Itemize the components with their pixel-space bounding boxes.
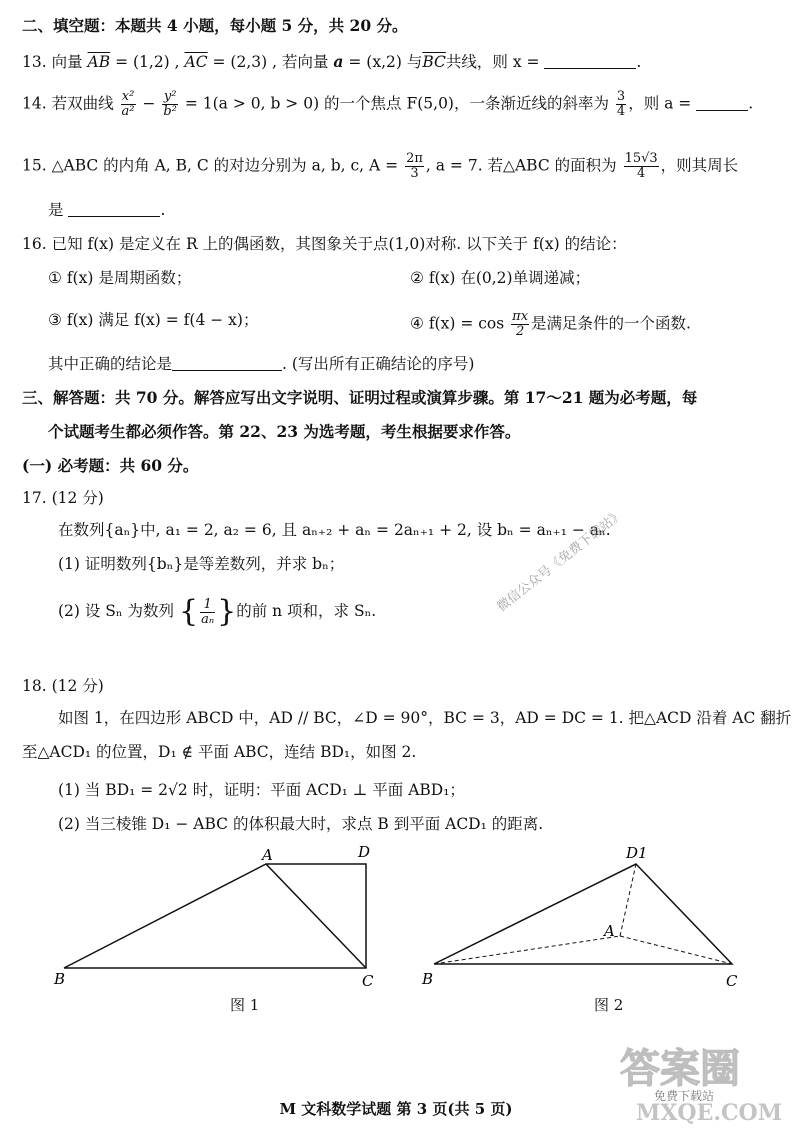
q17-right-brace: }	[217, 594, 237, 629]
q14-text-b: = 1(a > 0, b > 0) 的一个焦点 F(5,0)，一条渐近线的斜率为	[179, 94, 609, 113]
figure-2-pyramid	[414, 840, 754, 1000]
q16-option-1: ① f(x) 是周期函数；	[48, 269, 192, 287]
q13-number: 13.	[22, 53, 47, 71]
q13-answer-blank[interactable]	[544, 54, 636, 69]
q18-line-4: (2) 当三棱锥 D₁ − ABC 的体积最大时，求点 B 到平面 ACD₁ 的距离.	[58, 815, 544, 833]
q18-line-3: (1) 当 BD₁ = 2√2 时，证明：平面 ACD₁ ⊥ 平面 ABD₁；	[58, 781, 465, 799]
q17-line-2: (1) 证明数列{bₙ}是等差数列，并求 bₙ；	[58, 555, 345, 573]
q15-number: 15.	[22, 156, 47, 175]
q17-line-3-b: 的前 n 项和，求 Sₙ.	[236, 602, 377, 620]
q17-heading: 17. (12 分)	[22, 489, 104, 507]
q16-answer-blank[interactable]	[172, 356, 282, 371]
q18-line-1: 如图 1，在四边形 ABCD 中，AD // BC，∠D = 90°，BC = 3，AD = DC = 1. 把△ACD 沿着 AC 翻折	[58, 709, 792, 727]
q14-slope-fraction: $\frac{3}{4}$	[616, 89, 626, 119]
fig2-solid-edges	[434, 864, 732, 964]
q16-text: 已知 f(x) 是定义在 R 上的偶函数，其图象关于点(1,0)对称. 以下关于 f(x) 的结论：	[51, 235, 627, 253]
fig2-edge-ac	[620, 936, 732, 964]
fig1-diagonal-ac	[266, 864, 366, 968]
fig1-outline	[64, 864, 366, 968]
page-footer: M 文科数学试题 第 3 页(共 5 页)	[279, 1100, 513, 1118]
watermark-text: 微信公众号《免费下载站》	[494, 507, 627, 615]
fig1-label-b: B	[54, 970, 66, 988]
q14-text-a: 若双曲线	[51, 94, 114, 113]
q15-angle-fraction: $\frac{2\pi}{3}$	[406, 151, 423, 181]
question-13: 13. 向量 $\overline{AB} = (1,2)$ , $\overline{AC} = (2,3)$ , 若向量 a = (x,2) 与$\overline{BC}$共线，则 x = .	[22, 52, 642, 71]
q17-fraction: $\frac{1}{\text{aₙ}}$	[201, 596, 215, 627]
q13-vector-ac: $\overline{AC}$	[184, 53, 208, 71]
q13-text-e: 共线，则 x =	[445, 53, 540, 71]
logo-text-top: 答案圈	[620, 1045, 740, 1092]
q15-text-c: ，则其周长	[660, 156, 739, 175]
q16-answer-note: . (写出所有正确结论的序号)	[282, 355, 475, 373]
q17-line-3-a: (2) 设 Sₙ 为数列	[58, 602, 175, 620]
q14-answer-blank[interactable]	[696, 96, 748, 111]
solve-section-title: 三、解答题：共 70 分。解答应写出文字说明、证明过程或演算步骤。第 17～21 题为必考题，每	[22, 388, 698, 407]
q16-number: 16.	[22, 235, 47, 253]
q16-option-4-fraction: $\frac{\pi x}{2}$	[512, 309, 529, 339]
q13-vector-a: a	[333, 52, 344, 71]
fig2-label-a: A	[604, 922, 615, 940]
q14-fraction-y: $\frac{\text{y²}}{\text{b²}}$	[163, 89, 177, 119]
required-section-title: (一) 必考题：共 60 分。	[22, 456, 199, 475]
q16-option-3: ③ f(x) 满足 f(x) = f(4 − x)；	[48, 311, 259, 329]
q16-option-4-b: 是满足条件的一个函数.	[531, 314, 691, 333]
q13-vector-bc: $\overline{BC}$	[422, 53, 446, 71]
q16-answer-line	[48, 354, 474, 374]
fig2-label-b: B	[422, 970, 434, 988]
q16-answer-text: 其中正确的结论是	[48, 355, 173, 373]
fig1-label-a: A	[262, 846, 273, 864]
fig1-label-c: C	[362, 972, 374, 990]
q15-answer-blank[interactable]	[68, 202, 160, 217]
q13-vector-ab: $\overline{AB}$	[87, 53, 111, 71]
q15-text-a: △ABC 的内角 A, B, C 的对边分别为 a, b, c, A =	[51, 156, 399, 175]
logo-small-text: 免费下载站	[654, 1089, 715, 1103]
q17-line-3	[58, 594, 377, 629]
q14-minus: −	[137, 94, 161, 113]
figure-1-quadrilateral	[48, 840, 388, 1000]
q14-text-c: ，则 a =	[628, 94, 692, 113]
q13-text-d: = (x,2) 与	[343, 53, 423, 71]
q16-option-2: ② f(x) 在(0,2)单调递减；	[410, 269, 591, 287]
question-14: 14. 若双曲线 $\frac{\text{x²}}{\text{a²}}$ − $\frac{\text{y²}}{\text{b²}}$ = 1(a > 0, b > 0) 的一个焦点 F(5,0)，一条渐近线的斜率为 $\frac{3}{4}$ ，则 a = .	[22, 89, 754, 119]
question-15	[22, 152, 738, 181]
q13-text-c: = (2,3) , 若向量	[207, 53, 334, 71]
question-15-line-2: 是 .	[48, 201, 166, 219]
q13-text-a: 向量	[51, 53, 83, 71]
fill-section-title: 二、填空题：本题共 4 小题，每小题 5 分，共 20 分。	[22, 16, 408, 35]
q15-line2-text: 是	[48, 201, 64, 219]
fig2-label-d1: D1	[626, 844, 648, 862]
q14-fraction-x: $\frac{\text{x²}}{\text{a²}}$	[121, 89, 135, 119]
fig2-label-c: C	[726, 972, 738, 990]
q14-number: 14.	[22, 94, 47, 113]
q18-heading: 18. (12 分)	[22, 677, 104, 695]
q13-text-b: = (1,2) ,	[110, 53, 180, 71]
figure-2-caption: 图 2	[594, 996, 624, 1014]
figure-1-caption: 图 1	[230, 996, 260, 1014]
logo-text-bottom: MXQE.COM	[636, 1100, 783, 1125]
q15-area-fraction: $\frac{15√3}{4}$	[624, 151, 658, 181]
fig2-edge-ad1	[620, 864, 636, 936]
q16-option-4	[410, 310, 691, 339]
q15-text-b: , a = 7. 若△ABC 的面积为	[425, 156, 617, 175]
solve-section-title-2: 个试题考生都必须作答。第 22、23 为选考题，考生根据要求作答。	[48, 422, 521, 441]
q17-left-brace: {	[179, 594, 199, 629]
q18-line-2: 至△ACD₁ 的位置，D₁ ∉ 平面 ABC，连结 BD₁，如图 2.	[22, 743, 417, 761]
q16-option-4-a: ④ f(x) = cos	[410, 314, 505, 333]
fig1-label-d: D	[358, 843, 371, 861]
question-16	[22, 234, 627, 254]
q17-line-1: 在数列{aₙ}中, a₁ = 2, a₂ = 6, 且 aₙ₊₂ + aₙ = 2aₙ₊₁ + 2, 设 bₙ = aₙ₊₁ − aₙ.	[58, 521, 611, 539]
